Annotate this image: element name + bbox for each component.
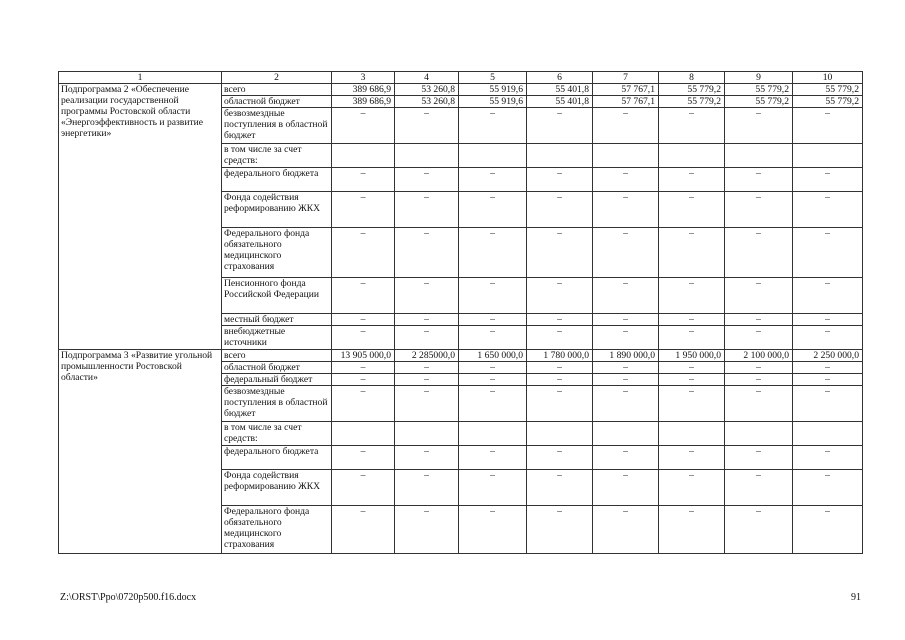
funding-value-cell: – [659, 362, 725, 374]
funding-value-cell: 55 779,2 [793, 96, 863, 108]
funding-value-cell: – [332, 228, 395, 278]
funding-value-cell: – [459, 446, 527, 470]
funding-value-cell: – [395, 374, 459, 386]
funding-value-cell: – [395, 278, 459, 314]
funding-source-label: Пенсионного фонда Российской Федерации [222, 278, 332, 314]
funding-value-cell: – [527, 108, 593, 144]
funding-value-cell: – [395, 168, 459, 192]
funding-value-cell: – [332, 278, 395, 314]
funding-value-cell: 389 686,9 [332, 96, 395, 108]
funding-value-cell: – [332, 362, 395, 374]
funding-value-cell: – [395, 506, 459, 554]
funding-value-cell: – [793, 314, 863, 326]
funding-source-label: безвозмездные поступления в областной бюджет [222, 108, 332, 144]
funding-value-cell: – [395, 228, 459, 278]
funding-value-cell: 55 401,8 [527, 96, 593, 108]
funding-value-cell: – [395, 470, 459, 506]
funding-value-cell: 55 779,2 [725, 84, 793, 96]
funding-value-cell: – [659, 326, 725, 350]
funding-value-cell [659, 422, 725, 446]
funding-value-cell: – [332, 386, 395, 422]
funding-value-cell: – [793, 228, 863, 278]
funding-source-label: Фонда содействия реформированию ЖКХ [222, 470, 332, 506]
funding-value-cell [593, 422, 659, 446]
column-number-header: 4 [395, 72, 459, 84]
funding-value-cell [793, 144, 863, 168]
funding-value-cell: 1 780 000,0 [527, 350, 593, 362]
funding-value-cell: – [332, 506, 395, 554]
funding-value-cell: – [459, 470, 527, 506]
funding-value-cell [725, 144, 793, 168]
funding-value-cell: – [659, 168, 725, 192]
column-number-header: 9 [725, 72, 793, 84]
funding-value-cell: – [793, 374, 863, 386]
funding-value-cell: – [527, 470, 593, 506]
column-number-header: 5 [459, 72, 527, 84]
funding-value-cell [395, 144, 459, 168]
funding-value-cell: – [332, 446, 395, 470]
funding-source-label: федеральный бюджет [222, 374, 332, 386]
column-number-header: 2 [222, 72, 332, 84]
funding-value-cell: – [659, 446, 725, 470]
funding-value-cell: – [459, 386, 527, 422]
funding-value-cell: – [395, 386, 459, 422]
funding-value-cell: – [725, 470, 793, 506]
funding-value-cell: – [527, 314, 593, 326]
funding-value-cell: – [793, 506, 863, 554]
funding-value-cell: – [725, 314, 793, 326]
funding-value-cell: – [725, 506, 793, 554]
funding-value-cell: – [332, 374, 395, 386]
column-number-header: 8 [659, 72, 725, 84]
funding-value-cell: – [725, 362, 793, 374]
funding-value-cell: 53 260,8 [395, 96, 459, 108]
page-number: 91 [851, 592, 861, 603]
funding-value-cell: 57 767,1 [593, 84, 659, 96]
funding-value-cell: 1 890 000,0 [593, 350, 659, 362]
funding-value-cell: 55 779,2 [793, 84, 863, 96]
funding-table [58, 71, 863, 554]
funding-value-cell: – [593, 362, 659, 374]
funding-value-cell: 55 919,6 [459, 84, 527, 96]
funding-value-cell: – [725, 278, 793, 314]
funding-source-label: всего [222, 350, 332, 362]
funding-value-cell: – [332, 108, 395, 144]
funding-value-cell: – [459, 168, 527, 192]
funding-value-cell: 389 686,9 [332, 84, 395, 96]
funding-value-cell: – [459, 108, 527, 144]
funding-value-cell: – [332, 192, 395, 228]
funding-value-cell: 55 779,2 [659, 96, 725, 108]
funding-value-cell: – [659, 374, 725, 386]
funding-value-cell [332, 422, 395, 446]
funding-value-cell: 53 260,8 [395, 84, 459, 96]
funding-value-cell: – [593, 470, 659, 506]
funding-source-label: местный бюджет [222, 314, 332, 326]
funding-value-cell: – [793, 192, 863, 228]
funding-source-label: федерального бюджета [222, 168, 332, 192]
funding-value-cell: – [527, 278, 593, 314]
funding-value-cell: – [659, 192, 725, 228]
column-number-header: 6 [527, 72, 593, 84]
funding-value-cell: 1 950 000,0 [659, 350, 725, 362]
funding-source-label: областной бюджет [222, 96, 332, 108]
funding-value-cell: – [593, 374, 659, 386]
funding-value-cell [527, 144, 593, 168]
funding-value-cell: – [527, 362, 593, 374]
funding-value-cell [459, 144, 527, 168]
funding-value-cell: – [593, 326, 659, 350]
funding-value-cell: – [793, 386, 863, 422]
funding-value-cell: – [659, 470, 725, 506]
funding-value-cell [793, 422, 863, 446]
funding-value-cell: – [793, 446, 863, 470]
funding-value-cell: – [459, 192, 527, 228]
funding-source-label: в том числе за счет средств: [222, 144, 332, 168]
funding-value-cell: – [395, 314, 459, 326]
funding-value-cell: 2 285000,0 [395, 350, 459, 362]
funding-value-cell: – [659, 506, 725, 554]
funding-value-cell: – [332, 314, 395, 326]
funding-value-cell: – [593, 168, 659, 192]
funding-value-cell: – [527, 228, 593, 278]
funding-value-cell: – [395, 362, 459, 374]
funding-value-cell [725, 422, 793, 446]
funding-value-cell: – [725, 228, 793, 278]
funding-source-label: Федерального фонда обязательного медицинского страхования [222, 228, 332, 278]
funding-value-cell: – [527, 192, 593, 228]
funding-source-label: Фонда содействия реформированию ЖКХ [222, 192, 332, 228]
subprogram-name: Подпрограмма 3 «Развитие угольной промышленности Ростовской области» [59, 350, 222, 554]
funding-value-cell: – [793, 168, 863, 192]
funding-value-cell: 55 919,6 [459, 96, 527, 108]
funding-value-cell: – [593, 446, 659, 470]
funding-value-cell: – [659, 228, 725, 278]
funding-value-cell: – [332, 168, 395, 192]
funding-value-cell: – [793, 278, 863, 314]
table-row [59, 84, 863, 96]
funding-value-cell: – [725, 386, 793, 422]
funding-value-cell: – [725, 168, 793, 192]
funding-value-cell [332, 144, 395, 168]
funding-value-cell: 2 250 000,0 [793, 350, 863, 362]
funding-source-label: областной бюджет [222, 362, 332, 374]
funding-value-cell: – [459, 326, 527, 350]
funding-source-label: внебюджетные источники [222, 326, 332, 350]
table-row [59, 350, 863, 362]
funding-value-cell: – [725, 192, 793, 228]
funding-value-cell: – [725, 108, 793, 144]
header-row [59, 72, 863, 84]
funding-value-cell: – [395, 446, 459, 470]
funding-value-cell: – [659, 386, 725, 422]
funding-value-cell: 1 650 000,0 [459, 350, 527, 362]
funding-value-cell: 57 767,1 [593, 96, 659, 108]
funding-value-cell: 13 905 000,0 [332, 350, 395, 362]
funding-value-cell: – [332, 470, 395, 506]
funding-source-label: всего [222, 84, 332, 96]
funding-value-cell: – [793, 470, 863, 506]
funding-value-cell: – [593, 108, 659, 144]
funding-value-cell: – [459, 228, 527, 278]
funding-value-cell [459, 422, 527, 446]
funding-value-cell: – [725, 374, 793, 386]
funding-value-cell: – [332, 326, 395, 350]
funding-value-cell: – [659, 108, 725, 144]
funding-value-cell: – [459, 374, 527, 386]
funding-value-cell: 2 100 000,0 [725, 350, 793, 362]
funding-source-label: Федерального фонда обязательного медицинского страхования [222, 506, 332, 554]
funding-value-cell: – [593, 228, 659, 278]
funding-value-cell: 55 401,8 [527, 84, 593, 96]
funding-value-cell: – [593, 386, 659, 422]
funding-value-cell: – [395, 108, 459, 144]
funding-value-cell: – [593, 192, 659, 228]
funding-value-cell: 55 779,2 [659, 84, 725, 96]
funding-value-cell: – [593, 314, 659, 326]
funding-value-cell: – [659, 278, 725, 314]
funding-value-cell [659, 144, 725, 168]
funding-value-cell: – [725, 446, 793, 470]
funding-value-cell: – [793, 108, 863, 144]
funding-value-cell: – [527, 446, 593, 470]
funding-value-cell: – [527, 386, 593, 422]
funding-value-cell: – [459, 506, 527, 554]
funding-value-cell: – [459, 314, 527, 326]
funding-source-label: в том числе за счет средств: [222, 422, 332, 446]
funding-source-label: федерального бюджета [222, 446, 332, 470]
column-number-header: 10 [793, 72, 863, 84]
funding-value-cell: – [395, 326, 459, 350]
funding-value-cell: – [659, 314, 725, 326]
funding-value-cell: – [459, 278, 527, 314]
funding-value-cell: – [793, 362, 863, 374]
funding-value-cell [527, 422, 593, 446]
funding-source-label: безвозмездные поступления в областной бюджет [222, 386, 332, 422]
funding-value-cell: – [593, 506, 659, 554]
column-number-header: 7 [593, 72, 659, 84]
funding-value-cell: – [459, 362, 527, 374]
document-path: Z:\ORST\Ppo\0720p500.f16.docx [60, 592, 197, 603]
funding-value-cell: – [725, 326, 793, 350]
column-number-header: 3 [332, 72, 395, 84]
funding-value-cell: – [527, 326, 593, 350]
funding-value-cell: – [527, 374, 593, 386]
funding-value-cell: – [527, 168, 593, 192]
funding-value-cell: – [593, 278, 659, 314]
funding-value-cell: 55 779,2 [725, 96, 793, 108]
funding-value-cell: – [793, 326, 863, 350]
funding-value-cell: – [527, 506, 593, 554]
subprogram-name: Подпрограмма 2 «Обеспечение реализации государственной программы Ростовской области «Энергоэффективность и развитие энергетики» [59, 84, 222, 350]
funding-value-cell [593, 144, 659, 168]
column-number-header: 1 [59, 72, 222, 84]
funding-value-cell [395, 422, 459, 446]
funding-value-cell: – [395, 192, 459, 228]
budget-table-page [58, 71, 862, 554]
